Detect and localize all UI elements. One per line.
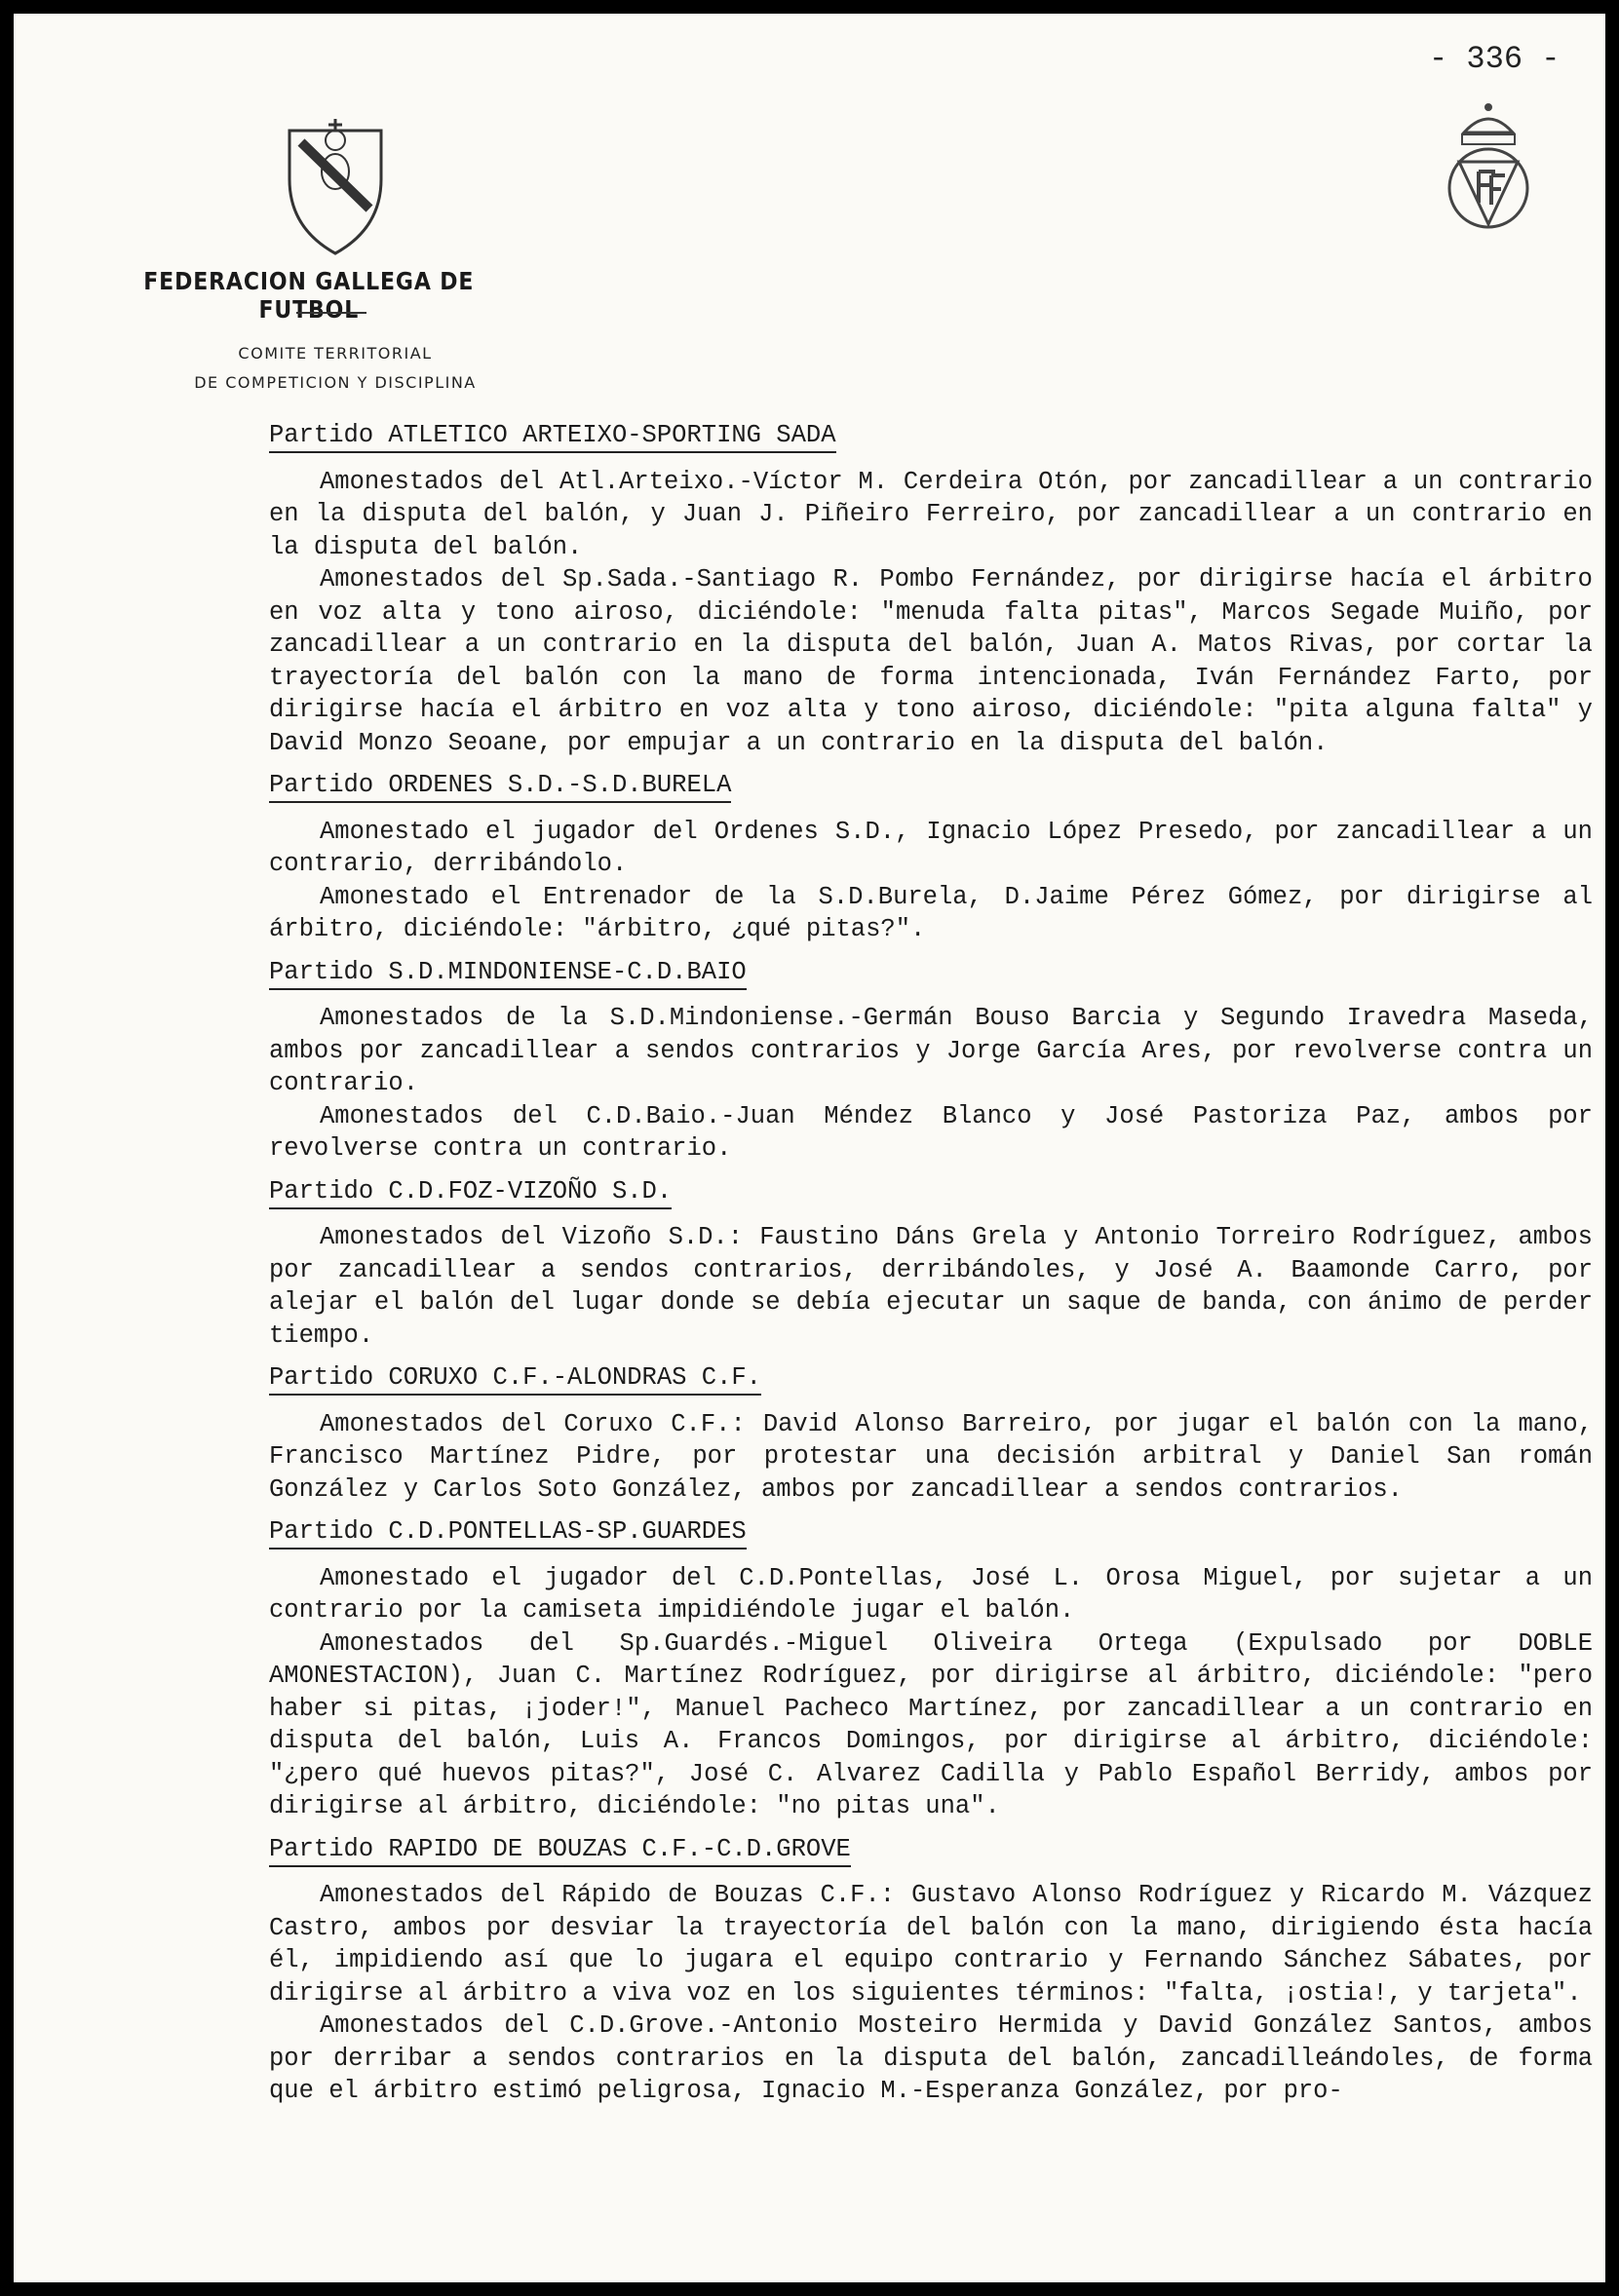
- paragraph: Amonestado el Entrenador de la S.D.Burela, D.Jaime Pérez Gómez, por dirigirse al árbitro, diciéndole: "árbitro, ¿qué pitas?".: [269, 882, 1593, 943]
- paragraph: Amonestado el jugador del C.D.Pontellas, José L. Orosa Miguel, por sujetar a un contrario por la camiseta impidiéndole jugar el balón.: [269, 1563, 1593, 1625]
- spanish-federation-crown-crest: [1435, 96, 1542, 232]
- match-heading: Partido C.D.FOZ-VIZOÑO S.D.: [269, 1175, 1593, 1208]
- paragraph: Amonestado el jugador del Ordenes S.D., Ignacio López Presedo, por zancadillear a un contrario, derribándolo.: [269, 817, 1593, 878]
- paragraph: Amonestados del C.D.Baio.-Juan Méndez Blanco y José Pastoriza Paz, ambos por revolverse contra un contrario.: [269, 1101, 1593, 1163]
- match-heading: Partido CORUXO C.F.-ALONDRAS C.F.: [269, 1361, 1593, 1395]
- match-heading: Partido ATLETICO ARTEIXO-SPORTING SADA: [269, 419, 1593, 452]
- page-number: - 336 -: [1429, 41, 1561, 77]
- paragraph: Amonestados del Vizoño S.D.: Faustino Dáns Grela y Antonio Torreiro Rodríguez, ambos por zancadillear a sendos contrarios, derribándoles, y José A. Baamonde Carro, por alejar el balón del lugar donde se debía ejecutar un saque de banda, con ánimo de perder tiempo.: [269, 1223, 1593, 1350]
- federation-name: FEDERACION GALLEGA DE FUTBOL: [143, 267, 475, 324]
- paragraph: Amonestados del Rápido de Bouzas C.F.: Gustavo Alonso Rodríguez y Ricardo M. Vázquez Castro, ambos por desviar la trayectoría del balón con la mano, dirigiendo ésta hacía él, impidiendo así que lo jugara el equipo contrario y Fernando Sánchez Sábates, por dirigirse al árbitro a viva voz en los siguientes términos: "falta, ¡ostia!, y tarjeta".: [269, 1881, 1593, 2008]
- paragraph: Amonestados del Sp.Guardés.-Miguel Oliveira Ortega (Expulsado por DOBLE AMONESTACION), Juan C. Martínez Rodríguez, por dirigirse al árbitro, diciéndole: "pero haber si pitas, ¡joder!", Manuel Pacheco Martínez, por zancadillear a un contrario en disputa del balón, Luis A. Francos Domingos, por dirigirse al árbitro, diciéndole: "¿pero qué huevos pitas?", José C. Alvarez Cadilla y Pablo Español Berridy, ambos por dirigirse al árbitro, diciéndole: "no pitas una".: [269, 1628, 1593, 1820]
- committee-line-2: DE COMPETICION Y DISCIPLINA: [194, 373, 477, 392]
- match-heading: Partido RAPIDO DE BOUZAS C.F.-C.D.GROVE: [269, 1833, 1593, 1866]
- paragraph: Amonestados del C.D.Grove.-Antonio Mosteiro Hermida y David González Santos, ambos por derribar a sendos contrarios en la disputa del balón, zancadilleándoles, de forma que el árbitro estimó peligrosa, Ignacio M.-Esperanza González, por pro-: [269, 2011, 1593, 2105]
- match-heading: Partido ORDENES S.D.-S.D.BURELA: [269, 769, 1593, 802]
- match-section: [269, 1175, 1593, 1353]
- committee-line-1: COMITE TERRITORIAL: [238, 344, 433, 363]
- paragraph: Amonestados del Sp.Sada.-Santiago R. Pombo Fernández, por dirigirse hacía el árbitro en voz alta y tono airoso, diciéndole: "menuda falta pitas", Marcos Segade Muiño, por zancadillear a un contrario en la disputa del balón, Juan A. Matos Rivas, por cortar la trayectoría del balón con la mano de forma intencionada, Iván Fernández Farto, por dirigirse hacía el árbitro en voz alta y tono airoso, diciéndole: "pita alguna falta" y David Monzo Seoane, por empujar a un contrario en la disputa del balón.: [269, 565, 1593, 757]
- committee-name: [131, 339, 540, 398]
- paragraph: Amonestados de la S.D.Mindoniense.-Germán Bouso Barcia y Segundo Iravedra Maseda, ambos por zancadillear a sendos contrarios y Jorge García Ares, por revolverse contra un contrario.: [269, 1004, 1593, 1097]
- match-section: [269, 1833, 1593, 2108]
- match-section: [269, 419, 1593, 759]
- paragraph: Amonestados del Atl.Arteixo.-Víctor M. Cerdeira Otón, por zancadillear a un contrario en la disputa del balón, y Juan J. Piñeiro Ferreiro, por zancadillear a un contrario en la disputa del balón.: [269, 467, 1593, 561]
- header-divider: [296, 312, 366, 314]
- galician-shield-logo: [282, 111, 389, 257]
- match-section: [269, 1361, 1593, 1506]
- document-page: [14, 14, 1605, 2282]
- match-section: [269, 769, 1593, 946]
- match-section: [269, 1515, 1593, 1823]
- match-heading: Partido C.D.PONTELLAS-SP.GUARDES: [269, 1515, 1593, 1549]
- match-heading: Partido S.D.MINDONIENSE-C.D.BAIO: [269, 956, 1593, 989]
- paragraph: Amonestados del Coruxo C.F.: David Alonso Barreiro, por jugar el balón con la mano, Francisco Martínez Pidre, por protestar una decisión arbitral y Daniel San román González y Carlos Soto González, ambos por zancadillear a sendos contrarios.: [269, 1409, 1593, 1504]
- document-body: [269, 419, 1593, 2118]
- match-section: [269, 956, 1593, 1166]
